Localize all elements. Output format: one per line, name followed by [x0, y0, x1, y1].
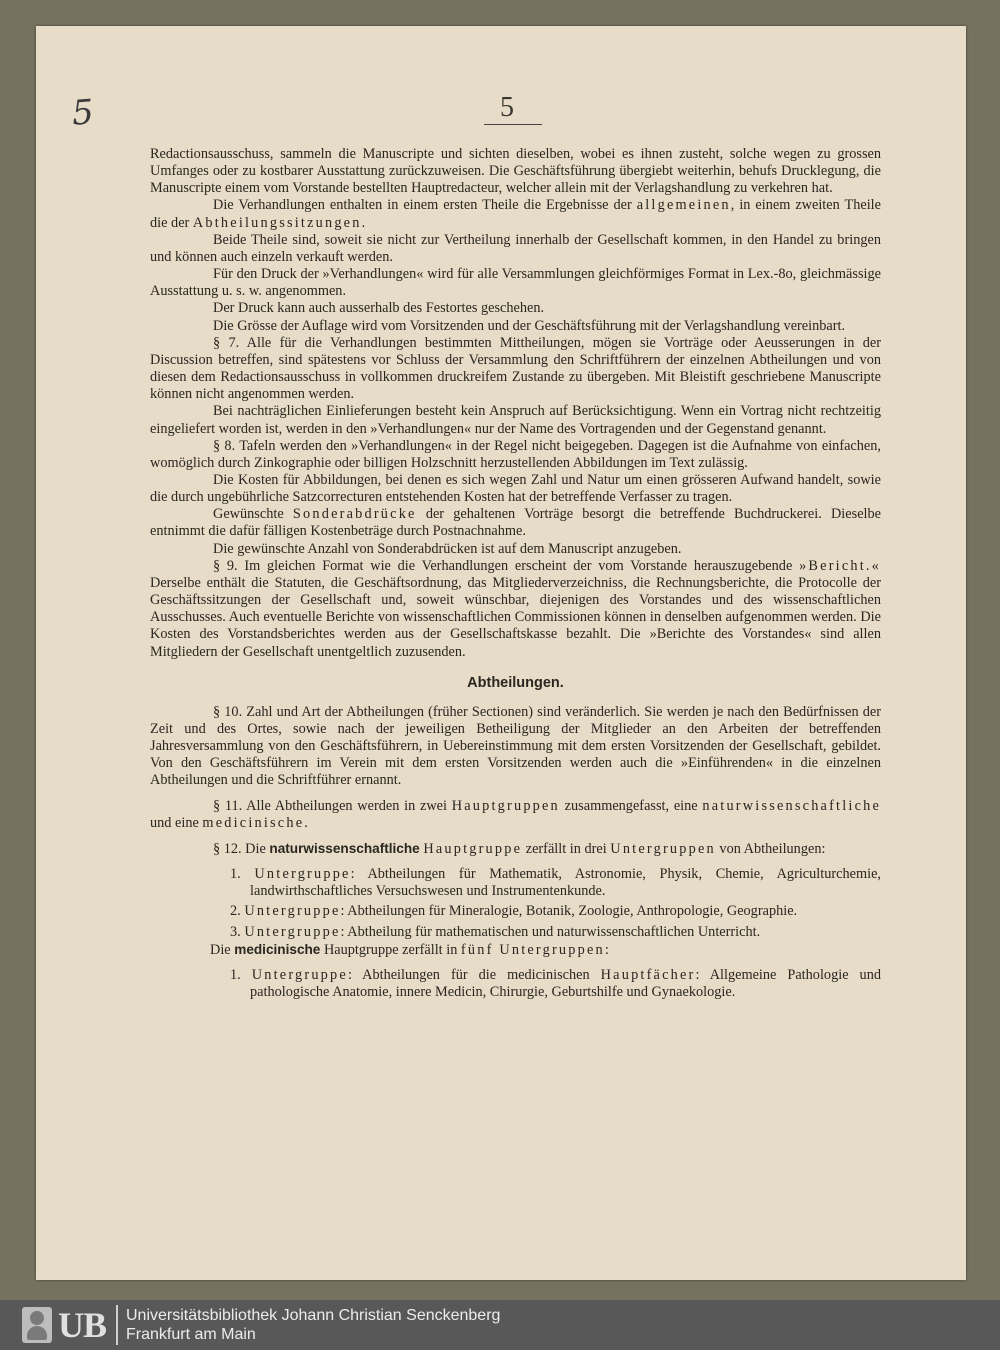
document-body: [150, 146, 881, 1001]
paragraph: Bei nachträglichen Einlieferungen besteht kein Anspruch auf Berücksichtigung. Wenn ein Vortrag nicht rechtzeitig eingeliefert worden ist, werden in den »Verhandlungen« nur der Name des Vortragenden und der Gegenstand genannt.: [150, 403, 881, 437]
paragraph: Der Druck kann auch ausserhalb des Festortes geschehen.: [213, 300, 545, 317]
handwritten-page-mark: 5: [70, 92, 96, 134]
paragraph: Die Kosten für Abbildungen, bei denen es sich wegen Zahl und Natur um einen grösseren Aufwand handelt, sowie die durch ungebührliche Satzcorrecturen entstehenden Kosten hat der betreffende Verfasser zu tragen.: [150, 471, 881, 506]
paragraph-section-8: § 8. Tafeln werden den »Verhandlungen« in der Regel nicht beigegeben. Dagegen ist die Aufnahme von einfachen, womöglich durch Zinkographie oder billigen Holzschnitt herzustellenden Abbildungen im Text zulässig.: [150, 437, 881, 471]
list-item: 1. Untergruppe: Abtheilungen für die medicinischen Hauptfächer: Allgemeine Pathologie und pathologische Anatomie, innere Medicin, Chirurgie, Geburtshilfe und Gynaekologie.: [230, 966, 881, 1001]
list-item: 3. Untergruppe: Abtheilung für mathematischen und naturwissenschaftlichen Unterricht.: [230, 923, 761, 940]
library-name-line2: Frankfurt am Main: [126, 1326, 256, 1343]
page-number-rule: [484, 124, 542, 125]
logo-divider: [116, 1305, 118, 1345]
paragraph: Beide Theile sind, soweit sie nicht zur Vertheilung innerhalb der Gesellschaft kommen, in den Handel zu bringen und können auch einzeln verkauft werden.: [150, 231, 881, 265]
library-name-line1: Universitätsbibliothek Johann Christian Senckenberg: [126, 1307, 501, 1324]
library-logo: UB: [58, 1305, 107, 1345]
list-item: 2. Untergruppe: Abtheilungen für Mineralogie, Botanik, Zoologie, Anthropologie, Geographie.: [230, 903, 798, 920]
portrait-head-icon: [30, 1311, 44, 1325]
portrait-body-icon: [27, 1326, 47, 1340]
paragraph: Redactionsausschuss, sammeln die Manuscripte und sichten dieselben, wobei es ihnen zusteht, solche wegen zu grossen Umfanges oder zu kostbarer Ausstattung zurückzuweisen. Die Geschäftsführung übergiebt weiterhin, behufs Drucklegung, die Manuscripte einem vom Vorstande bestellten Hauptredacteur, welcher allein mit der Verlagshandlung zu verkehren hat.: [150, 146, 881, 197]
list-item: 1. Untergruppe: Abtheilungen für Mathematik, Astronomie, Physik, Chemie, Agriculturchemie, landwirthschaftliches Versuchswesen und Instrumentenkunde.: [230, 866, 882, 900]
library-name: [126, 1306, 500, 1344]
paragraph: Die medicinische Hauptgruppe zerfällt in fünf Untergruppen:: [210, 941, 609, 958]
paragraph-section-7: § 7. Alle für die Verhandlungen bestimmten Mittheilungen, mögen sie Vorträge oder Aeusserungen in der Discussion betreffen, sind spätestens vor Schluss der Versammlung den Schriftführern der einzelnen Abtheilungen und von diesen dem Redactionsausschuss in vollkommen druckreifem Zustande zu übergeben. Mit Bleistift geschriebene Manuscripte können nicht angenommen werden.: [150, 334, 881, 403]
paragraph-section-11: § 11. Alle Abtheilungen werden in zwei Hauptgruppen zusammengefasst, eine naturwissenschaftliche und eine medicinische.: [150, 797, 882, 831]
section-heading: Abtheilungen.: [467, 674, 564, 691]
paragraph-section-12: § 12. Die naturwissenschaftliche Hauptgruppe zerfällt in drei Untergruppen von Abtheilungen:: [213, 840, 826, 857]
paragraph-section-9: § 9. Im gleichen Format wie die Verhandlungen erscheint der vom Vorstande herauszugebende »Bericht.« Derselbe enthält die Statuten, die Geschäftsordnung, das Mitgliederverzeichniss, die Rechnungsberichte, die Protocolle der Geschäftssitzungen der Gesellschaft und, soweit wünschbar, diejenigen des Vorstandes und des wissenschaftlichen Ausschusses. Auch eventuelle Berichte von wissenschaftlichen Commissionen können in denselben aufgenommen werden. Die Kosten des Vorstandsberichtes werden aus der Gesellschaftskasse bezahlt. Die »Berichte des Vorstandes« sind allen Mitgliedern der Gesellschaft unentgeltlich zuzusenden.: [150, 557, 882, 660]
page-number: 5: [500, 92, 514, 123]
paragraph-section-10: § 10. Zahl und Art der Abtheilungen (früher Sectionen) sind veränderlich. Sie werden je nach den Bedürfnissen der Zeit und des Ortes, sowie nach der jeweiligen Betheiligung der Mitglieder an den Arbeiten der betreffenden Jahresversammlung von den Geschäftsführern, in Uebereinstimmung mit dem ersten Vorsitzenden der Gesellschaft, gebildet. Von den Geschäftsführern im Verein mit dem ersten Vorsitzenden werden auch die »Einführenden« in die einzelnen Abtheilungen und die Schriftführer ernannt.: [150, 703, 881, 789]
paragraph: Für den Druck der »Verhandlungen« wird für alle Versammlungen gleichförmiges Format in Lex.-8o, gleichmässige Ausstattung u. s. w. angenommen.: [150, 266, 881, 300]
paragraph: Die Grösse der Auflage wird vom Vorsitzenden und der Geschäftsführung mit der Verlagshandlung vereinbart.: [213, 317, 846, 334]
paragraph: Die Verhandlungen enthalten in einem ersten Theile die Ergebnisse der allgemeinen, in einem zweiten Theile die der Abtheilungssitzungen.: [150, 197, 882, 231]
paragraph: Die gewünschte Anzahl von Sonderabdrücken ist auf dem Manuscript anzugeben.: [213, 540, 682, 557]
paragraph: Gewünschte Sonderabdrücke der gehaltenen Vorträge besorgt die betreffende Buchdruckerei. Dieselbe entnimmt die dafür fälligen Kostenbeträge durch Postnachnahme.: [150, 506, 882, 540]
